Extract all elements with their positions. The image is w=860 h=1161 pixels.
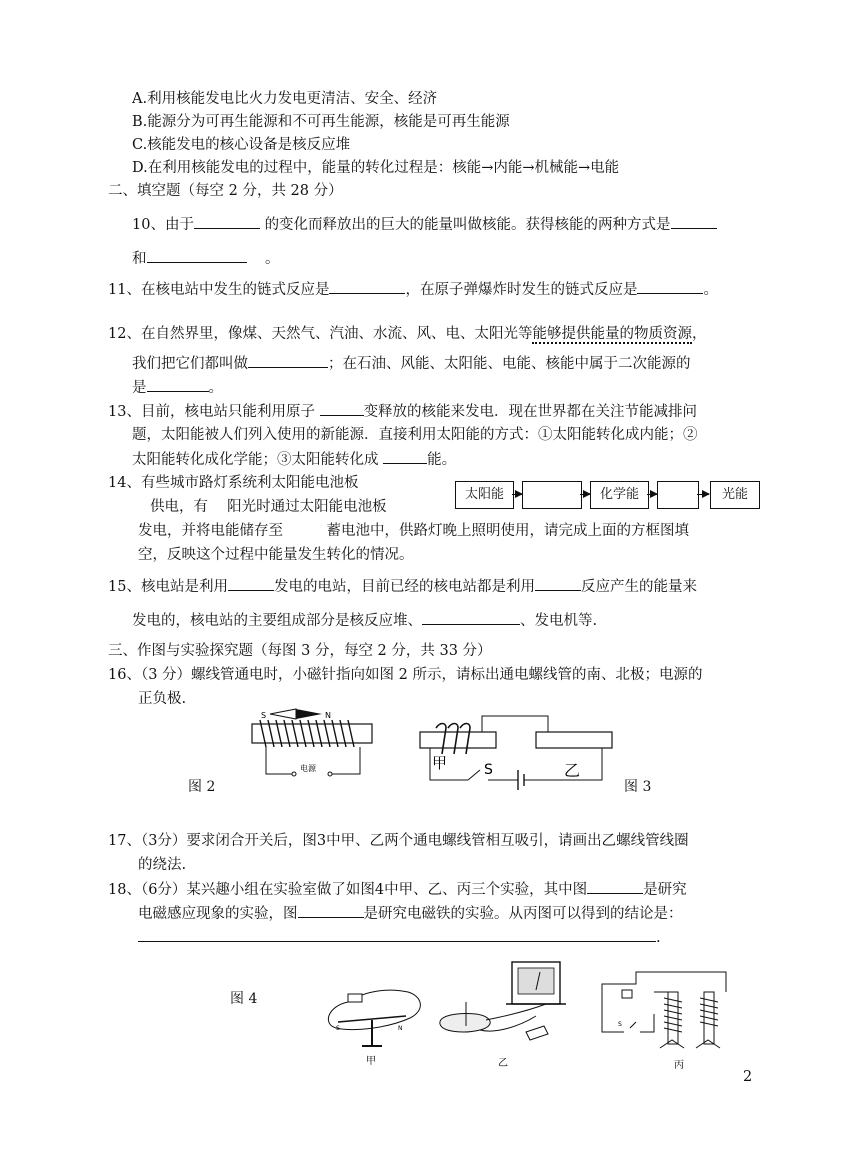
fig2-source-label: 电源 [300,764,316,773]
question-12-line1: 12、在自然界里，像煤、天然气、汽油、水流、风、电、太阳光等能够提供能量的物质资源， [108,326,707,342]
question-13-line2: 题，太阳能被人们列入使用的新能源．直接利用太阳能的方式：①太阳能转化成内能；② [132,427,698,443]
question-14-line2: 供电，有 阳光时通过太阳能电池板 [150,499,387,515]
question-10-line2: 和 。 [132,248,279,269]
option-d: D.在利用核能发电的过程中，能量的转化过程是：核能→内能→机械能→电能 [132,160,620,176]
figure-3-two-solenoids-diagram [418,712,614,798]
question-16-line1: 16、（3 分）螺线管通电时，小磁针指向如图 2 所示，请标出通电螺线管的南、北极；电源的 [108,667,703,683]
question-15-line1: 15、核电站是利用 发电的电站，目前已经的核电站都是利用 反应产生的能量来 [108,576,697,597]
flow-arrow [580,494,590,495]
question-18-line2: 电磁感应现象的实验，图 是研究电磁铁的实验。从丙图可以得到的结论是： [138,903,683,924]
svg-text:S: S [336,1025,340,1032]
question-10-line1: 10、由于 的变化而释放出的巨大的能量叫做核能。获得核能的两种方式是 [132,214,717,235]
question-17-line2: 的绕法. [138,857,187,873]
fig3-yi-label: 乙 [564,761,581,780]
figure-2-solenoid-diagram [248,706,378,786]
flow-box-light: 光能 [710,481,760,509]
figure-2-caption: 图 2 [188,779,216,795]
figure-4-experiment-bing [596,962,736,1072]
fig4-bing-label: 丙 [674,1060,684,1071]
flow-arrow [512,494,522,495]
option-a: A.利用核能发电比火力发电更清洁、安全、经济 [132,91,438,107]
question-14-line1: 14、有些城市路灯系统利太阳能电池板 [108,475,359,491]
flow-arrow [697,494,709,495]
question-15-line2: 发电的，核电站的主要组成部分是核反应堆、 、发电机等. [132,610,597,631]
question-11: 11、在核电站中发生的链式反应是 ，在原子弹爆炸时发生的链式反应是 。 [108,279,718,300]
section-3-heading: 三、作图与实验探究题（每图 3 分，每空 2 分，共 33 分） [108,643,492,659]
fig3-s-label: S [484,762,493,778]
page-number: 2 [743,1069,753,1085]
question-13-line3: 太阳能转化成化学能；③太阳能转化成 能。 [132,449,456,470]
question-18-line1: 18、（6分）某兴趣小组在实验室做了如图4中甲、乙、丙三个实验，其中图 是研究 [108,879,687,900]
figure-3-caption: 图 3 [624,779,652,795]
figure-4-experiment-jia [318,984,430,1070]
fig4-jia-label: 甲 [366,1056,376,1067]
option-c: C.核能发电的核心设备是核反应堆 [132,137,351,153]
question-13-line1: 13、目前，核电站只能利用原子 变释放的核能来发电．现在世界都在关注节能减排问 [108,401,697,422]
svg-text:N: N [398,1025,403,1032]
svg-text:S: S [618,1021,622,1028]
figure-4-caption: 图 4 [230,991,258,1007]
section-2-heading: 二、填空题（每空 2 分，共 28 分） [108,183,343,199]
question-17-line1: 17、（3分）要求闭合开关后，图3中甲、乙两个通电螺线管相互吸引，请画出乙螺线管线圈 [108,833,689,849]
option-b: B.能源分为可再生能源和不可再生能源，核能是可再生能源 [132,114,510,130]
flow-box-blank-1[interactable] [522,481,582,509]
question-14-line4: 空，反映这个过程中能量发生转化的情况。 [138,547,414,563]
fig3-jia-label: 甲 [432,754,448,772]
flow-box-solar: 太阳能 [455,481,514,509]
question-14-line3: 发电，并将电能储存至 蓄电池中，供路灯晚上照明使用，请完成上面的方框图填 [138,523,689,539]
fig4-yi-label: 乙 [498,1058,508,1069]
flow-arrow [647,494,657,495]
figure-4-experiment-yi [436,960,576,1070]
fig2-n-label: N [325,711,331,720]
question-12-line2: 我们把它们都叫做 ；在石油、风能、太阳能、电能、核能中属于二次能源的 [132,353,691,374]
flow-box-blank-2[interactable] [657,481,699,509]
question-18-line3: . [138,927,661,948]
question-12-line3: 是 。 [132,377,223,398]
flow-box-chemical: 化学能 [590,481,649,509]
question-16-line2: 正负极. [138,691,187,707]
fig2-s-label: S [261,711,267,720]
